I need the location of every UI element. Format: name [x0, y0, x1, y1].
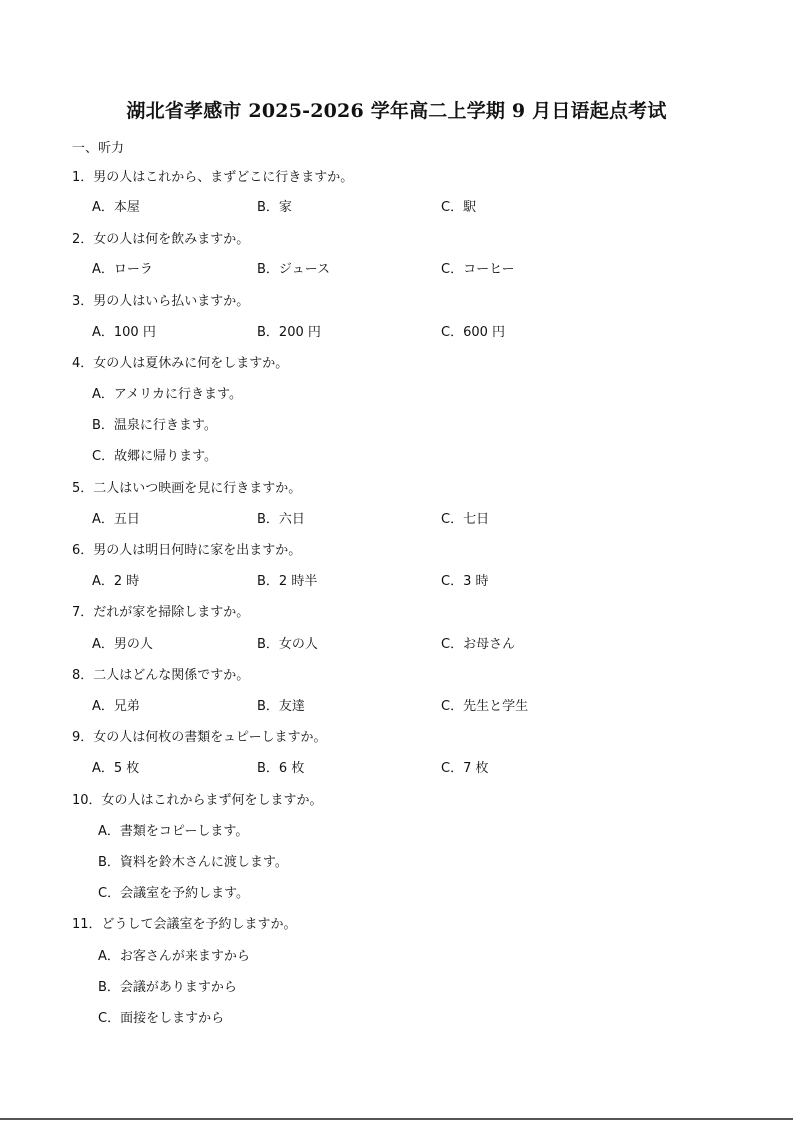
option-a[interactable]: A．五日 [92, 512, 140, 527]
question-number: 5． [72, 481, 94, 496]
option-b[interactable]: B．会議がありますから [98, 980, 237, 995]
question-number: 4． [72, 356, 94, 371]
question-text: 女の人は何枚の書類をュピーしますか。 [93, 730, 327, 745]
question-text: 女の人は夏休みに何をしますか。 [93, 356, 289, 371]
option-a[interactable]: A．2 時 [92, 574, 140, 589]
option-b[interactable]: B．家 [257, 200, 292, 215]
question-8 [72, 664, 249, 683]
question-text: 男の人はいら払いますか。 [93, 294, 250, 309]
question-number: 1． [72, 170, 94, 185]
question-text: 女の人は何を飲みますか。 [93, 232, 250, 247]
question-text: 二人はどんな関係ですか。 [93, 668, 250, 683]
question-number: 10． [72, 793, 102, 808]
option-c[interactable]: C．お母さん [441, 637, 516, 652]
option-b[interactable]: B．200 円 [257, 325, 321, 340]
option-c[interactable]: C．駅 [441, 200, 477, 215]
question-1 [72, 166, 353, 185]
question-11 [72, 913, 297, 932]
question-number: 11． [72, 917, 102, 932]
question-number: 3． [72, 294, 94, 309]
option-c[interactable]: C．7 枚 [441, 761, 489, 776]
question-4 [72, 352, 288, 371]
question-number: 7． [72, 605, 94, 620]
option-a[interactable]: A．5 枚 [92, 761, 140, 776]
option-c[interactable]: C．故郷に帰ります。 [92, 449, 218, 464]
question-2 [72, 228, 249, 247]
option-a[interactable]: A．男の人 [92, 637, 153, 652]
question-text: 女の人はこれからまず何をしますか。 [101, 793, 323, 808]
question-number: 2． [72, 232, 94, 247]
option-b[interactable]: B．6 枚 [257, 761, 305, 776]
option-c[interactable]: C．600 円 [441, 325, 506, 340]
option-a[interactable]: A．本屋 [92, 200, 140, 215]
question-text: 二人はいつ映画を見に行きますか。 [93, 481, 302, 496]
option-c[interactable]: C．3 時 [441, 574, 489, 589]
question-5 [72, 477, 301, 496]
option-a[interactable]: A．書類をコピーします。 [98, 824, 249, 839]
question-7 [72, 601, 249, 620]
question-text: 男の人は明日何時に家を出ますか。 [93, 543, 302, 558]
option-c[interactable]: C．七日 [441, 512, 490, 527]
question-number: 9． [72, 730, 94, 745]
option-b[interactable]: B．資料を鈴木さんに渡します。 [98, 855, 288, 870]
question-text: どうして会議室を予約しますか。 [101, 917, 297, 932]
section-heading: 一、听力 [72, 141, 125, 156]
option-b[interactable]: B．友達 [257, 699, 305, 714]
option-a[interactable]: A．アメリカに行きます。 [92, 387, 242, 402]
option-a[interactable]: A．お客さんが来ますから [98, 949, 250, 964]
document-title: 湖北省孝感市 2025-2026 学年高二上学期 9 月日语起点考试 [126, 100, 667, 122]
option-b[interactable]: B．女の人 [257, 637, 318, 652]
question-number: 8． [72, 668, 94, 683]
option-a[interactable]: A．100 円 [92, 325, 156, 340]
question-6 [72, 539, 301, 558]
option-b[interactable]: B．2 時半 [257, 574, 318, 589]
option-a[interactable]: A．ローラ [92, 262, 153, 277]
page-bottom-divider [0, 1118, 793, 1120]
option-a[interactable]: A．兄弟 [92, 699, 140, 714]
question-text: だれが家を掃除しますか。 [93, 605, 250, 620]
question-text: 男の人はこれから、まずどこに行きますか。 [93, 170, 354, 185]
option-c[interactable]: C．コーヒー [441, 262, 515, 277]
question-10 [72, 789, 323, 808]
question-3 [72, 290, 249, 309]
option-c[interactable]: C．先生と学生 [441, 699, 529, 714]
option-c[interactable]: C．面接をしますから [98, 1011, 225, 1026]
question-9 [72, 726, 327, 745]
question-number: 6． [72, 543, 94, 558]
option-b[interactable]: B．六日 [257, 512, 305, 527]
option-c[interactable]: C．会議室を予約します。 [98, 886, 250, 901]
option-b[interactable]: B．ジュース [257, 262, 331, 277]
option-b[interactable]: B．温泉に行きます。 [92, 418, 217, 433]
